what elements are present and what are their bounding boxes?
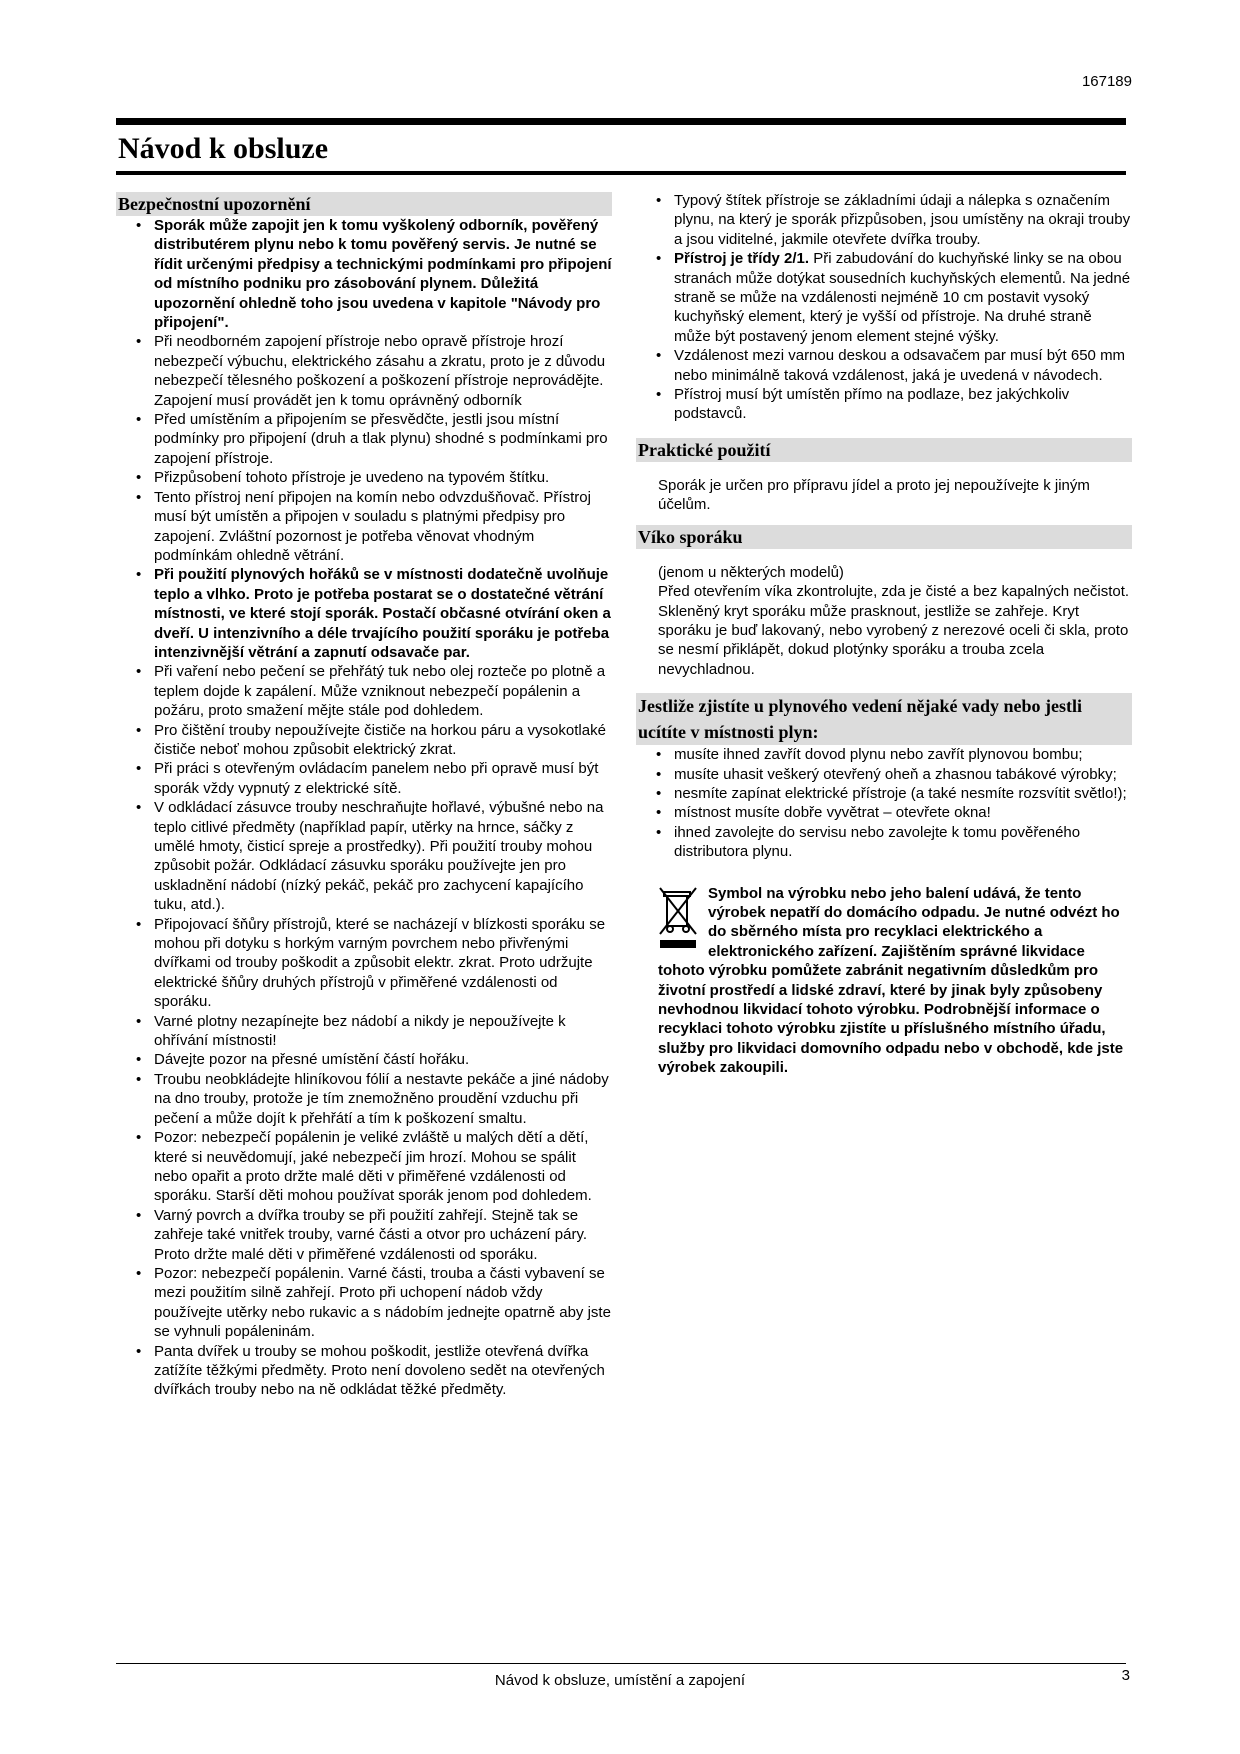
class-label: Přístroj je třídy 2/1. [674, 250, 810, 268]
lid-line: Skleněný kryt sporáku může prasknout, jestliže se zahřeje. Kryt sporáku je buď lakovaný, nebo vyrobený z nerezové oceli či skla, proto se nesmí přiklápět, dokud plotýnky sporáku a trouba zcela nevychladnou. [658, 602, 1129, 678]
list-item-text: Při vaření nebo pečení se přehřátý tuk nebo olej rozteče po plotně a teplem dojde k zapálení. Může vzniknout nebezpečí popálenin a požáru, proto smažení mějte stále pod dohledem. [154, 663, 606, 720]
list-item-text: Připojovací šňůry přístrojů, které se nacházejí v blízkosti sporáku se mohou při dotyku s horkým varným povrchem nebo přivřenými dvířkami od trouby poškodit a způsobit elektr. zkrat. Proto udržujte elektrické šňůry druhých přístrojů v přiměřené vzdálenosti od sporáku. [154, 915, 606, 1011]
list-item-text: Přístroj musí být umístěn přímo na podlaze, bez jakýchkoliv podstavců. [674, 386, 1070, 423]
header-rule [116, 118, 1126, 125]
list-item [116, 468, 612, 487]
list-item: • místnost musíte dobře vyvětrat – otevřete okna! [636, 803, 1132, 822]
list-item-text: Při zabudování do kuchyňské linky se na obou stranách může dotýkat sousedních kuchyňských elementů. Na jedné straně se může na vzdálenosti nejméně 10 cm postavit vysoký kuchyňský element, který je vyšší od přístroje. Na druhé straně může být postavený jenom element stejné výšky. [674, 250, 1131, 345]
list-item-text: Varné plotny nezapínejte bez nádobí a nikdy je nepoužívejte k ohřívání místnosti! [154, 1012, 566, 1050]
installation-list [636, 191, 1132, 424]
lid-line: Před otevřením víka zkontrolujte, zda je čisté a bez kapalných nečistot. [658, 583, 1130, 601]
list-item [116, 1264, 612, 1342]
list-item [116, 488, 612, 566]
lid-text [636, 563, 1132, 679]
right-column [636, 191, 1132, 1078]
safety-list [116, 216, 612, 1400]
list-item-text: Tento přístroj není připojen na komín nebo odvzdušňovač. Přístroj musí být umístěn a připojen v souladu s platnými předpisy pro zapojení. Zvláštní pozornost je potřeba věnovat vhodným podmínkám ohledně větrání. [154, 488, 591, 564]
list-item [116, 915, 612, 1012]
list-item [116, 565, 612, 662]
list-item-text: Varný povrch a dvířka trouby se při použití zahřejí. Stejně tak se zahřeje také vnitřek trouby, varné části a otvor pro ucházení páry. Proto držte malé děti v přiměřené vzdálenosti od sporáku. [154, 1206, 587, 1263]
weee-notice [636, 884, 1132, 1078]
practical-text: Sporák je určen pro přípravu jídel a proto jej nepoužívejte k jiným účelům. [658, 476, 1090, 514]
list-item [116, 759, 612, 798]
document-number: 167189 [1081, 73, 1132, 90]
list-item-text: Dávejte pozor na přesné umístění částí hořáku. [154, 1051, 470, 1069]
list-item [636, 191, 1132, 249]
list-item: • musíte ihned zavřít dovod plynu nebo zavřít plynovou bombu; [636, 745, 1132, 764]
list-item: • musíte uhasit veškerý otevřený oheň a zhasnou tabákové výrobky; [636, 765, 1132, 784]
list-item [116, 1070, 612, 1128]
list-item [116, 216, 612, 332]
lid-heading: Víko sporáku [636, 525, 1132, 549]
list-item [116, 332, 612, 410]
gas-heading: Jestliže zjistíte u plynového vedení nějaké vady nebo jestli ucítíte v místnosti plyn: [636, 693, 1132, 745]
footer-rule [116, 1663, 1126, 1664]
safety-heading: Bezpečnostní upozornění [116, 192, 612, 216]
list-item: • nesmíte zapínat elektrické přístroje (a také nesmíte rozsvítit světlo!); [636, 784, 1132, 803]
list-item [116, 1012, 612, 1051]
practical-heading: Praktické použití [636, 438, 1132, 462]
list-item-text: Při práci s otevřeným ovládacím panelem nebo při opravě musí být sporák vždy vypnutý z elektrické sítě. [154, 760, 599, 797]
list-item [116, 1128, 612, 1206]
list-item [116, 410, 612, 468]
list-item-text: Pozor: nebezpečí popálenin. Varné části, trouba a části vybavení se mezi použitím silně zahřejí. Proto při uchopení nádob vždy používejte utěrky nebo rukavic a s nádobím jednejte opatrně aby jste se vyhnuli popáleninám. [154, 1264, 611, 1341]
list-item [116, 1050, 612, 1069]
list-item-text: Pozor: nebezpečí popálenin je veliké zvláště u malých dětí a dětí, které si neuvědomují, jaké nebezpečí jim hrozí. Mohou se spálit nebo opařit a proto držte malé děti v přiměřené vzdálenosti od sporáku. Starší děti mohou používat sporák jenom pod dohledem. [154, 1129, 592, 1205]
page-number: 3 [1121, 1667, 1130, 1684]
list-item-text: Před umístěním a připojením se přesvědčte, jestli jsou místní podmínky pro připojení (druh a tlak plynu) shodné s podmínkami pro zapojení přístroje. [154, 411, 608, 467]
crossed-out-wheelie-bin-icon [658, 886, 698, 950]
list-item [116, 721, 612, 760]
list-item-text: Při použití plynových hořáků se v místnosti dodatečně uvolňuje teplo a vlhko. Proto je potřeba postarat se o dostatečné větrání místnosti, ve které stojí sporák. Postačí občasné otvírání oken a dveří. U intenzivního a déle trvajícího použití sporáku je potřeba intenzivnější větrání a zapnutí odsavače par. [154, 566, 611, 661]
list-item-text: V odkládací zásuvce trouby neschraňujte hořlavé, výbušné nebo na teplo citlivé předměty (například papír, utěrky na hrnce, sáčky z umělé hmoty, čisticí spreje a prostředky). Při použití trouby mohou způsobit požár. Odkládací zásuvku sporáku používejte jen pro uskladnění nádobí (nízký pekáč, pekáč pro zachycení kapajícího tuku, atd.). [154, 799, 604, 914]
list-item: • ihned zavolejte do servisu nebo zavolejte k tomu pověřeného distributora plynu. [636, 823, 1132, 862]
list-item-text: Troubu neobkládejte hliníkovou fólií a nestavte pekáče a jiné nádoby na dno trouby, protože je tím znemožněno proudění vzduchu při pečení a může dojít k přehřátí a tím k poškození smaltu. [154, 1070, 609, 1127]
title-rule [116, 171, 1126, 175]
list-item-text: Typový štítek přístroje se základními údaji a nálepka s označením plynu, na který je sporák přizpůsoben, jsou umístěny na okraji trouby a jsou viditelné, jakmile otevřete dvířka trouby. [674, 192, 1131, 248]
list-item-text: Při neodborném zapojení přístroje nebo opravě přístroje hrozí nebezpečí výbuchu, elektrického zásahu a zkratu, proto je z důvodu nebezpečí tělesného poškození a poškození přístroje neprovádějte. Zapojení musí provádět jen k tomu oprávněný odborník [154, 333, 606, 409]
list-item [116, 798, 612, 914]
list-item [116, 1206, 612, 1264]
list-item [116, 1342, 612, 1400]
weee-text: Symbol na výrobku nebo jeho balení udává, že tento výrobek nepatří do domácího odpadu. Je nutné odvézt ho do sběrného místa pro recyklaci elektrického a elektronického zařízení. Zajištěním správné likvidace tohoto výrobku pomůžete zabránit negativním důsledkům pro životní prostředí a lidské zdraví, které by jinak byly způsobeny nevhodnou likvidací tohoto výrobku. Podrobnější informace o recyklaci tohoto výrobku zjistíte u příslušného místního úřadu, služby pro likvidaci domovního odpadu nebo v obchodě, kde jste výrobek zakoupili. [658, 884, 1124, 1077]
list-item [636, 385, 1132, 424]
list-item [636, 346, 1132, 385]
footer-text: Návod k obsluze, umístění a zapojení [494, 1672, 746, 1689]
gas-list [636, 745, 1132, 861]
list-item-text: Sporák může zapojit jen k tomu vyškolený odborník, pověřený distributérem plynu nebo k tomu pověřený servis. Je nutné se řídit určenými předpisy a technickými podmínkami pro připojení od místního podniku pro zásobování plynem. Důležitá upozornění ohledně toho jsou uvedena v kapitole "Návody pro připojení". [154, 217, 612, 332]
list-item-text: Vzdálenost mezi varnou deskou a odsavačem par musí být 650 mm nebo minimálně taková vzdálenost, jaká je uvedená v návodech. [674, 347, 1126, 384]
page-title: Návod k obsluze [118, 132, 329, 165]
list-item-text: Přizpůsobení tohoto přístroje je uvedeno na typovém štítku. [154, 469, 550, 487]
list-item [116, 662, 612, 720]
list-item-text: Panta dvířek u trouby se mohou poškodit, jestliže otevřená dvířka zatížíte těžkými předměty. Proto není dovoleno sedět na otevřených dvířkách trouby nebo na ně odkládat těžké předměty. [154, 1342, 605, 1399]
left-column [116, 192, 612, 1400]
list-item [636, 249, 1132, 346]
list-item-text: Pro čištění trouby nepoužívejte čističe na horkou páru a vysokotlaké čističe neboť mohou způsobit elektrický zkrat. [154, 721, 606, 758]
lid-line: (jenom u některých modelů) [658, 563, 844, 581]
